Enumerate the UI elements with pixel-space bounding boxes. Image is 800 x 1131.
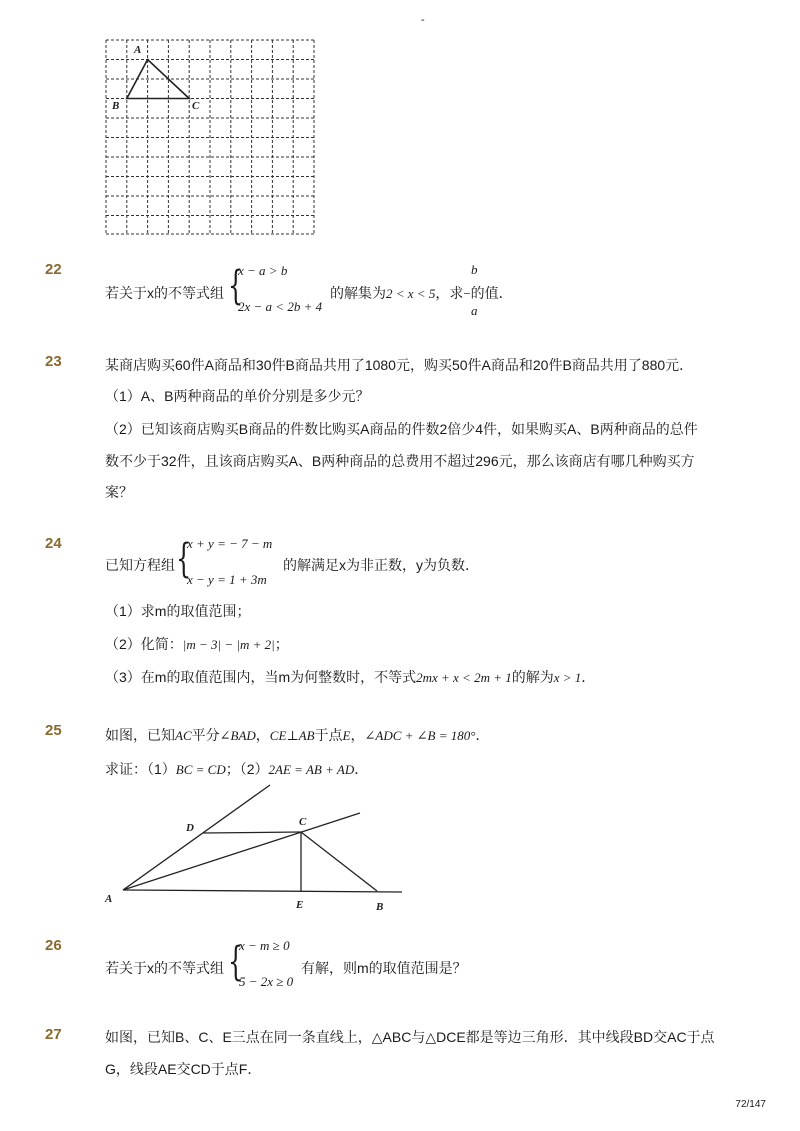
question-number-22: 22 [45, 261, 62, 278]
ray-ac [123, 813, 360, 890]
q25-line1: 如图，已知AC平分∠BAD，CE⊥AB于点E，∠ADC + ∠B = 180°． [105, 727, 490, 743]
segment-cb [301, 832, 377, 891]
q24-part3: （3）在m的取值范围内，当m为何整数时，不等式2mx + x < 2m + 1的解为x > 1． [105, 669, 596, 685]
q27-line1: 如图，已知B、C、E三点在同一条直线上，△ABC与△DCE都是等边三角形．其中线段BD交AC于点 [105, 1029, 715, 1045]
segment-dc [203, 832, 301, 833]
q26-eq1: x − m ≥ 0 [239, 938, 290, 953]
question-number-25: 25 [45, 722, 62, 739]
geometry-figure-abcde [100, 780, 410, 915]
q23-line4: 数不少于32件，且该商店购买A、B两种商品的总费用不超过296元，那么该商店有哪几种购买方 [105, 453, 695, 469]
q23-line3: （2）已知该商店购买B商品的件数比购买A商品的件数2倍少4件，如果购买A、B两种商品的总件 [105, 421, 698, 437]
q23-line1: 某商店购买60件A商品和30件B商品共用了1080元，购买50件A商品和20件B商品共用了880元． [105, 357, 694, 373]
q27-line2: G，线段AE交CD于点F． [105, 1061, 262, 1077]
ray-ad [123, 785, 270, 890]
q24-eq1: x + y = − 7 − m [187, 536, 273, 551]
q26-brace: { [228, 939, 244, 985]
label-e: E [296, 899, 304, 911]
question-number-23: 23 [45, 353, 62, 370]
label-a: A [134, 44, 142, 56]
q26-suffix: 有解，则m的取值范围是？ [301, 960, 467, 976]
q22-mid: 的解集为2 < x < 5，求−的值． [330, 285, 513, 301]
q23-line5: 案？ [105, 484, 133, 500]
label-c: C [192, 100, 200, 112]
q22-prefix: 若关于x的不等式组 [105, 285, 224, 301]
q23-line2: （1）A、B两种商品的单价分别是多少元？ [105, 388, 370, 404]
q24-brace: { [176, 536, 192, 582]
header-mark: - [421, 14, 425, 26]
q22-frac-num: b [471, 262, 478, 277]
label-b: B [112, 100, 120, 112]
q26-eq2: 5 − 2x ≥ 0 [239, 974, 294, 989]
question-number-26: 26 [45, 937, 62, 954]
q26-prefix: 若关于x的不等式组 [105, 960, 224, 976]
label-b: B [376, 901, 384, 913]
q24-suffix: 的解满足x为非正数，y为负数． [283, 557, 479, 573]
page-number: 72/147 [735, 1099, 766, 1110]
question-number-27: 27 [45, 1026, 62, 1043]
q24-eq2: x − y = 1 + 3m [187, 572, 267, 587]
label-c: C [299, 816, 307, 828]
label-a: A [105, 893, 113, 905]
label-d: D [186, 822, 194, 834]
q22-eq2: 2x − a < 2b + 4 [238, 299, 323, 314]
grid-triangle-figure [104, 38, 316, 236]
q22-frac-den: a [471, 303, 478, 318]
q25-line2: 求证：（1）BC = CD；（2）2AE = AB + AD． [105, 761, 369, 777]
q24-part1: （1）求m的取值范围； [105, 603, 251, 619]
q24-prefix: 已知方程组 [105, 557, 175, 573]
q22-eq1: x − a > b [238, 263, 288, 278]
q24-part2: （2）化简：|m − 3| − |m + 2|； [105, 636, 289, 652]
question-number-24: 24 [45, 535, 62, 552]
q22-brace: { [228, 263, 244, 309]
line-ab [123, 890, 402, 892]
